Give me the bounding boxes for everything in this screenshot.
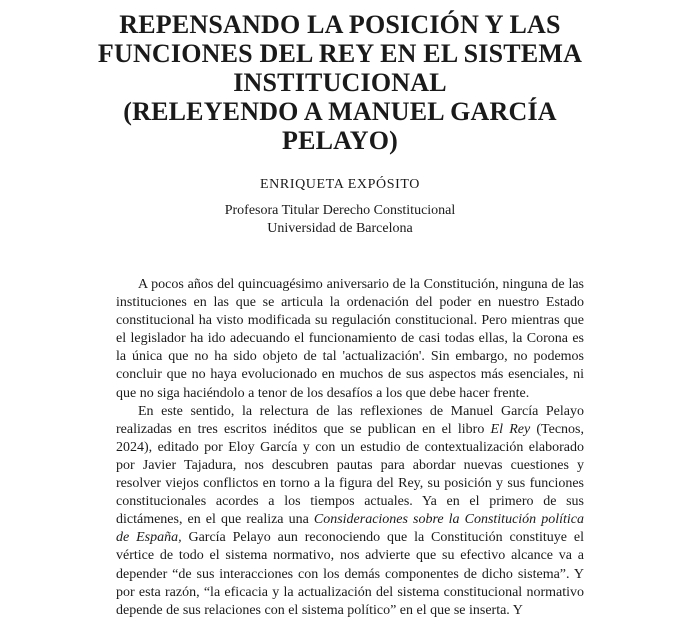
book-title: El Rey: [490, 421, 531, 437]
title-line: REPENSANDO LA POSICIÓN Y LAS: [119, 10, 561, 39]
title-line: INSTITUCIONAL: [233, 68, 447, 97]
affiliation-institution: Universidad de Barcelona: [267, 221, 413, 236]
paragraph-2-text-b: (Tecnos, 2024), editado por Eloy García y con un estudio de contextualización elaborado por Javier Tajadura, nos descubren pautas para abordar nuevas cuestiones y resolver viejos conflictos en torno a la figura del Rey, su posición y sus funciones constitucionales acordes a los tiempos actuales. Ya en el primero de sus dictámenes, en el que realiza una: [116, 421, 584, 528]
paragraph-2-text-c: García Pelayo aun reconociendo que la Constitución constituye el vértice de todo el sistema normativo, nos advierte que su efectivo alcance va a depender “de sus interacciones con los demás componentes de dicho sistema”. Y por esta razón, “la eficacia y la actualización del sistema constitucional normativo depende de sus relaciones con el sistema político” en el que se inserta. Y: [116, 530, 584, 618]
affiliation-position: Profesora Titular Derecho Constitucional: [224, 203, 456, 218]
paragraph-1: A pocos años del quincuagésimo aniversario de la Constitución, ninguna de las instituciones en las que se articula la ordenación del poder en nuestro Estado constitucional ha visto modificada su regulación constitucional. Pero mientras que el legislador ha ido adecuando el funcionamiento de casi todas ellas, la Corona es la única que no ha sido objeto de tal 'actualización'. Sin embargo, no podemos concluir que no haya evolucionado en muchos de sus aspectos más esenciales, ni que no siga haciéndolo a tenor de los desafíos a los que debe hacer frente.: [116, 277, 584, 401]
article-title: [60, 10, 620, 155]
essay-title: Consideraciones sobre la Constitución política de España,: [116, 512, 584, 546]
author-name: ENRIQUETA EXPÓSITO: [260, 177, 420, 192]
paragraph-2: [116, 403, 584, 620]
article-body: [116, 276, 584, 620]
title-line: (RELEYENDO A MANUEL GARCÍA: [123, 97, 557, 126]
title-line: PELAYO): [281, 126, 398, 155]
author-affiliation: [60, 202, 620, 238]
paragraph-2-text-a: En este sentido, la relectura de las reflexiones de Manuel García Pelayo realizadas en tres escritos inéditos que se publican en el libro: [116, 403, 584, 437]
title-line: FUNCIONES DEL REY EN EL SISTEMA: [97, 39, 583, 68]
